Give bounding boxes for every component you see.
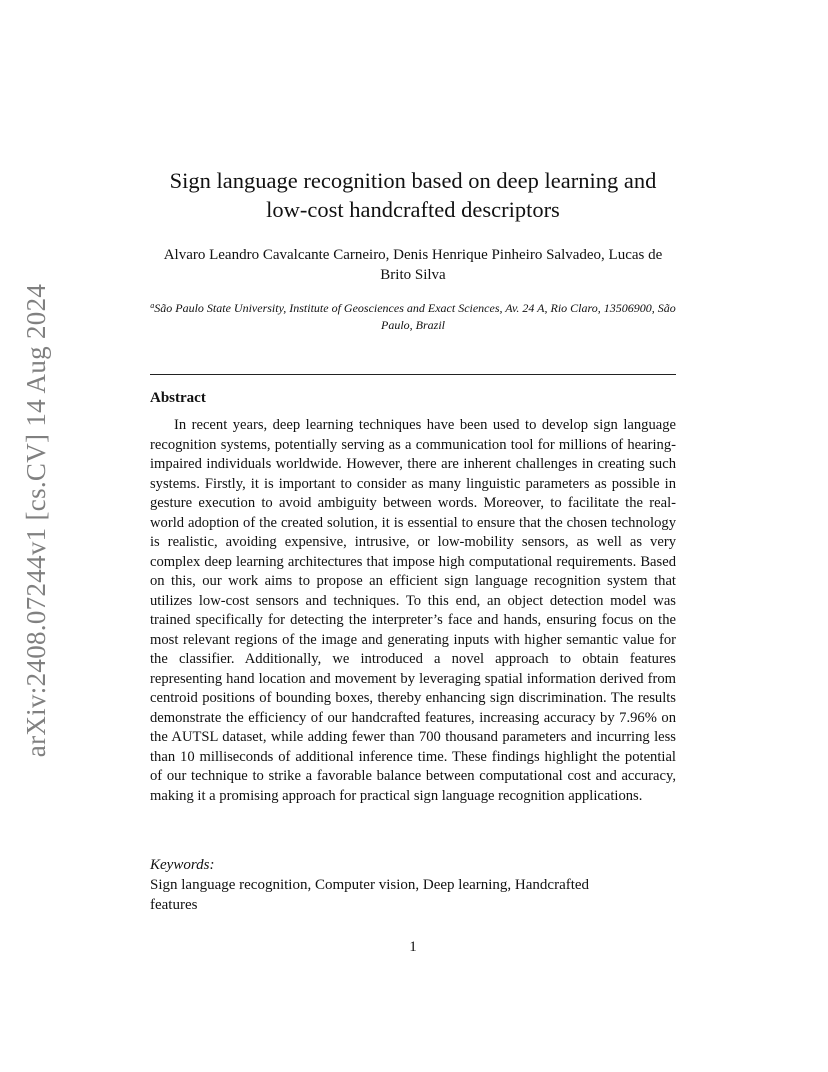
keywords-text: Sign language recognition, Computer vision, Deep learning, Handcrafted features [150,877,590,913]
affiliation [150,297,676,334]
keywords-label: Keywords: [150,857,215,873]
arxiv-identifier-text: arXiv:2408.07244v1 [cs.CV] 14 Aug 2024 [21,283,52,757]
affiliation-marker: a [150,301,155,310]
page-number: 1 [409,939,417,955]
section-divider [150,374,676,375]
author-list: Alvaro Leandro Cavalcante Carneiro, Denis Henrique Pinheiro Salvadeo, Lucas de Brito Silva [163,247,663,283]
affiliation-text: São Paulo State University, Institute of Geosciences and Exact Sciences, Av. 24 A, Rio Claro, 13506900, São Paulo, Brazil [154,301,676,332]
abstract-heading: Abstract [150,390,206,406]
abstract-body: In recent years, deep learning techniques have been used to develop sign language recognition systems, potentially serving as a communication tool for millions of hearing-impaired individuals worldwide. However, there are inherent challenges in creating such systems. Firstly, it is important to consider as many linguistic parameters as possible in gesture execution to avoid ambiguity between words. Moreover, to facilitate the real-world adoption of the created solution, it is essential to ensure that the chosen technology is realistic, avoiding expensive, intrusive, or low-mobility sensors, as well as very complex deep learning architectures that impose high computational requirements. Based on this, our work aims to propose an efficient sign language recognition system that utilizes low-cost sensors and techniques. To this end, an object detection model was trained specifically for detecting the interpreter’s face and hands, ensuring focus on the most relevant regions of the image and generating inputs with higher semantic value for the classifier. Additionally, we introduced a novel approach to obtain features representing hand location and movement by leveraging spatial information derived from centroid positions of bounding boxes, thereby enhancing sign discrimination. The results demonstrate the efficiency of our handcrafted features, increasing accuracy by 7.96% on the AUTSL dataset, while adding fewer than 700 thousand parameters and incurring less than 10 milliseconds of additional inference time. These findings highlight the potential of our technique to strike a favorable balance between computational cost and accuracy, making it a promising approach for practical sign language recognition applications. [150,417,676,804]
arxiv-identifier-stamp [20,280,54,760]
paper-title: Sign language recognition based on deep learning and low-cost handcrafted descriptors [169,168,657,222]
